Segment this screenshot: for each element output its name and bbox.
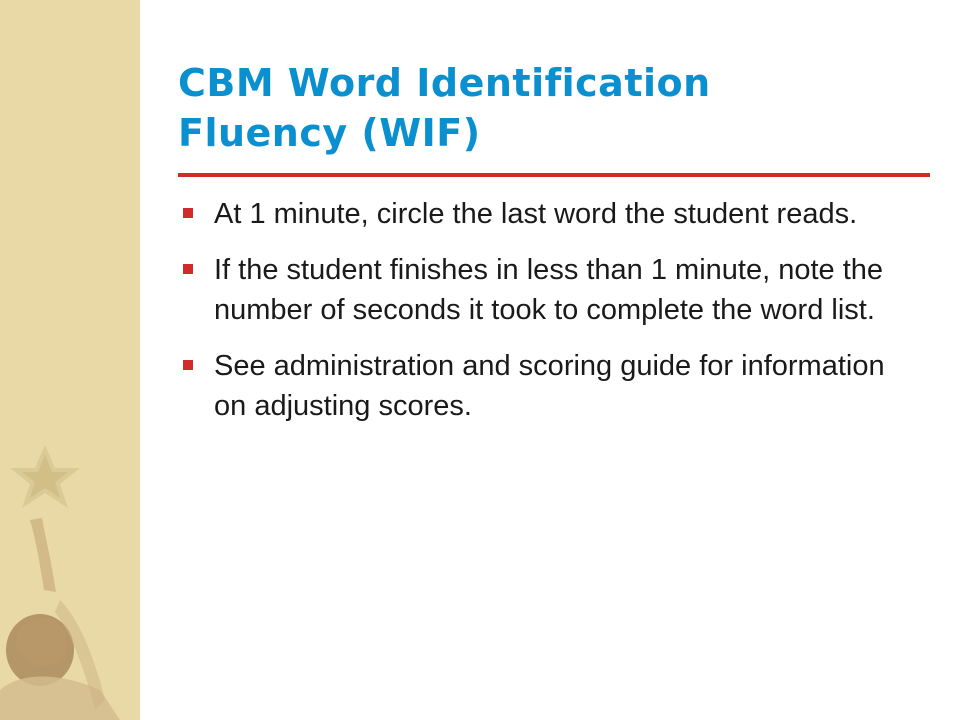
title-divider <box>178 173 930 177</box>
square-bullet-icon <box>183 208 193 218</box>
bullet-text: If the student finishes in less than 1 minute, note the number of seconds it took to complete the word list. <box>214 254 884 326</box>
square-bullet-icon <box>183 264 193 274</box>
star-and-child-illustration <box>0 0 140 720</box>
slide-title-line: Fluency (WIF) <box>178 111 481 155</box>
square-bullet-icon <box>183 360 193 370</box>
bullet-item <box>178 194 918 234</box>
slide-title-line: CBM Word Identification <box>178 61 711 105</box>
decorative-sidebar <box>0 0 140 720</box>
child-arm-shape <box>30 518 56 592</box>
bullet-item <box>178 346 918 426</box>
slide-title <box>178 58 918 158</box>
bullet-text: See administration and scoring guide for information on adjusting scores. <box>214 350 885 422</box>
bullet-list <box>178 194 918 442</box>
bullet-text: At 1 minute, circle the last word the student reads. <box>214 198 858 230</box>
bullet-item <box>178 250 918 330</box>
